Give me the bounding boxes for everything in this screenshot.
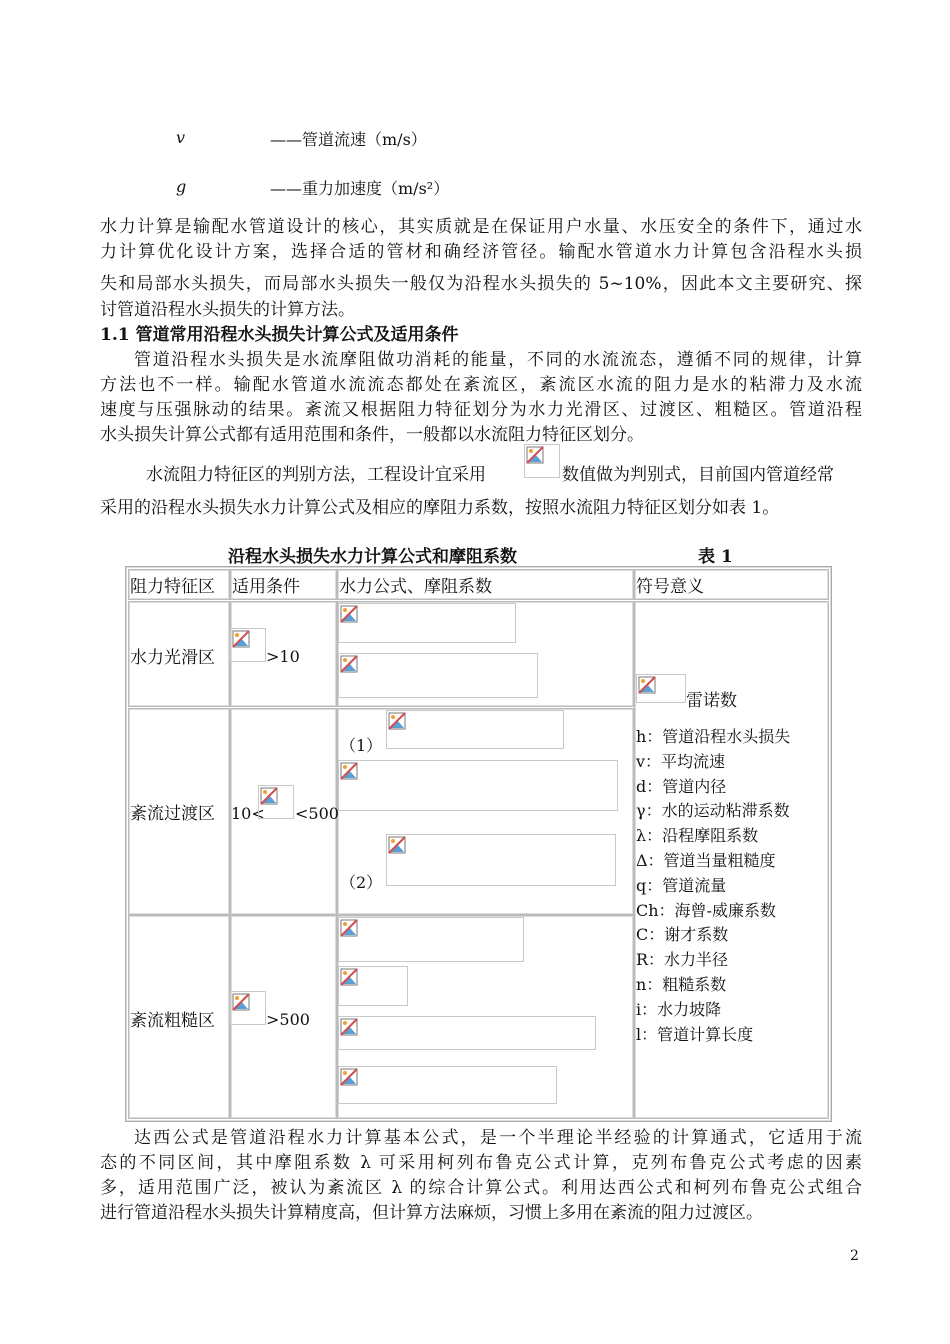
zone-smooth: 水力光滑区 [130,648,215,668]
paragraph-line: 进行管道沿程水头损失计算精度高，但计算方法麻烦，习惯上多用在紊流的阻力过渡区。 [100,1203,763,1223]
reynolds-label: 雷诺数 [686,691,737,711]
symbol-definition: R：水力半径 [636,950,729,970]
paragraph-line: 采用的沿程水头损失水力计算公式及相应的摩阻力系数，按照水流阻力特征区划分如表 1。 [100,498,780,518]
symbol-definition: γ：水的运动粘滞系数 [636,801,790,821]
zone-transition: 紊流过渡区 [130,804,215,824]
broken-image-icon [338,1066,557,1104]
paragraph-line: 力计算优化设计方案，选择合适的管材和确经济管径。输配水管道水力计算包含沿程水头损 [100,242,862,262]
table-caption: 沿程水头损失水力计算公式和摩阻系数 [228,547,517,567]
paragraph-line: 讨管道沿程水头损失的计算方法。 [100,300,355,320]
condition-text: 10< [231,804,265,823]
condition-text: <500 [295,804,339,823]
broken-image-icon [230,628,266,662]
symbol-definition: Δ：管道当量粗糙度 [636,851,776,870]
broken-image-icon [338,653,538,698]
header-condition: 适用条件 [232,577,300,597]
symbol-definition: n：粗糙系数 [636,975,727,994]
broken-image-icon [338,966,408,1006]
formula-label: （2） [340,873,383,892]
section-heading: 1.1 管道常用沿程水头损失计算公式及适用条件 [100,325,459,345]
broken-image-icon [338,1016,596,1050]
broken-image-icon [386,710,564,749]
broken-image-icon [338,603,516,643]
symbol-definition: h：管道沿程水头损失 [636,727,791,746]
condition-text: >500 [266,1010,310,1029]
formula-label: （1） [340,736,383,755]
page-number: 2 [850,1248,859,1264]
broken-image-icon [258,785,294,819]
symbol-definition: v：平均流速 [636,751,726,771]
header-zone: 阻力特征区 [130,577,215,597]
broken-image-icon [338,760,618,811]
paragraph-text: 水流阻力特征区的判别方法，工程设计宜采用 [146,465,486,485]
paragraph-line: 方法也不一样。输配水管道水流流态都处在紊流区，紊流区水流的阻力是水的粘滞力及水流 [100,375,862,395]
paragraph-line: 管道沿程水头损失是水流摩阻做功消耗的能量，不同的水流流态，遵循不同的规律，计算 [134,350,862,370]
broken-image-icon [338,917,524,962]
broken-image-icon [524,444,560,478]
var-v: v [176,128,186,147]
broken-image-icon [230,991,266,1025]
header-formula: 水力公式、摩阻系数 [339,577,492,597]
paragraph-line: 水头损失计算公式都有适用范围和条件，一般都以水流阻力特征区划分。 [100,425,644,445]
paragraph-line: 水力计算是输配水管道设计的核心，其实质就是在保证用户水量、水压安全的条件下，通过水 [100,217,862,237]
zone-rough: 紊流粗糙区 [130,1011,215,1031]
paragraph-line: 失和局部水头损失，而局部水头损失一般仅为沿程水头损失的 5~10%，因此本文主要研究、探 [100,274,862,294]
paragraph-line: 态的不同区间，其中摩阻系数 λ 可采用柯列布鲁克公式计算，克列布鲁克公式考虑的因素 [100,1153,862,1173]
paragraph-line: 速度与压强脉动的结果。紊流又根据阻力特征划分为水力光滑区、过渡区、粗糙区。管道沿程 [100,400,862,420]
condition-text: >10 [266,647,300,666]
broken-image-icon [386,834,616,886]
symbol-definition: i：水力坡降 [636,999,722,1019]
symbol-definition: q：管道流量 [636,875,727,895]
symbol-definition: C：谢才系数 [636,925,729,945]
symbol-definition: Ch：海曾-威廉系数 [636,900,776,920]
header-symbols: 符号意义 [636,577,704,597]
var-g: g [176,177,187,196]
def-v: ——管道流速（m/s） [270,130,427,149]
def-g: ——重力加速度（m/s²） [270,179,450,198]
symbol-definition: λ：沿程摩阻系数 [636,826,759,846]
paragraph-line: 多，适用范围广泛，被认为紊流区 λ 的综合计算公式。利用达西公式和柯列布鲁克公式组合 [100,1178,862,1198]
table-label: 表 1 [698,547,733,567]
broken-image-icon [636,674,686,703]
paragraph-text: 数值做为判别式，目前国内管道经常 [562,465,834,485]
symbol-definition: d：管道内径 [636,776,727,796]
symbol-definition: l：管道计算长度 [636,1024,754,1044]
paragraph-line: 达西公式是管道沿程水力计算基本公式，是一个半理论半经验的计算通式，它适用于流 [134,1128,862,1148]
